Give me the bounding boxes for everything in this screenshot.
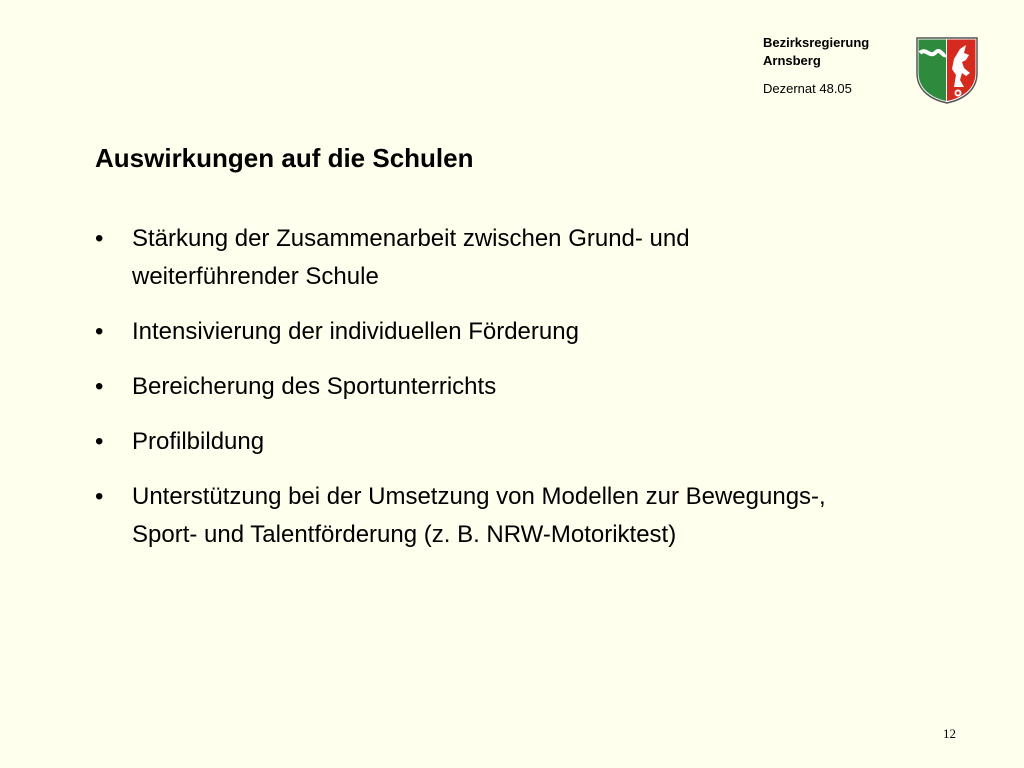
bullet-line: Stärkung der Zusammenarbeit zwischen Grund- und <box>132 225 690 252</box>
bullet-dot: • <box>95 373 104 400</box>
bullet-dot: • <box>95 483 104 510</box>
bullet-dot: • <box>95 428 104 455</box>
bullet-line: Profilbildung <box>132 428 265 455</box>
slide-title: Auswirkungen auf die Schulen <box>95 143 474 173</box>
department-label: Dezernat 48.05 <box>763 81 852 96</box>
bullet-line: Intensivierung der individuellen Förderung <box>132 318 579 345</box>
organization-name <box>763 34 869 70</box>
organization-name-line1: Bezirksregierung <box>763 35 870 50</box>
nrw-coat-of-arms-icon <box>914 35 980 105</box>
bullet-line: Sport- und Talentförderung (z. B. NRW-Motoriktest) <box>132 521 677 548</box>
bullet-item <box>95 313 995 351</box>
organization-name-line2: Arnsberg <box>763 53 821 68</box>
bullet-item <box>95 423 995 461</box>
bullet-line: Unterstützung bei der Umsetzung von Modellen zur Bewegungs-, <box>132 483 826 510</box>
bullet-list <box>95 220 995 571</box>
bullet-dot: • <box>95 225 104 252</box>
bullet-dot: • <box>95 318 104 345</box>
bullet-line: Bereicherung des Sportunterrichts <box>132 373 497 400</box>
page-number: 12 <box>943 726 956 741</box>
bullet-line: weiterführender Schule <box>132 263 379 290</box>
bullet-item <box>95 368 995 406</box>
bullet-item <box>95 220 995 296</box>
bullet-item <box>95 478 995 554</box>
